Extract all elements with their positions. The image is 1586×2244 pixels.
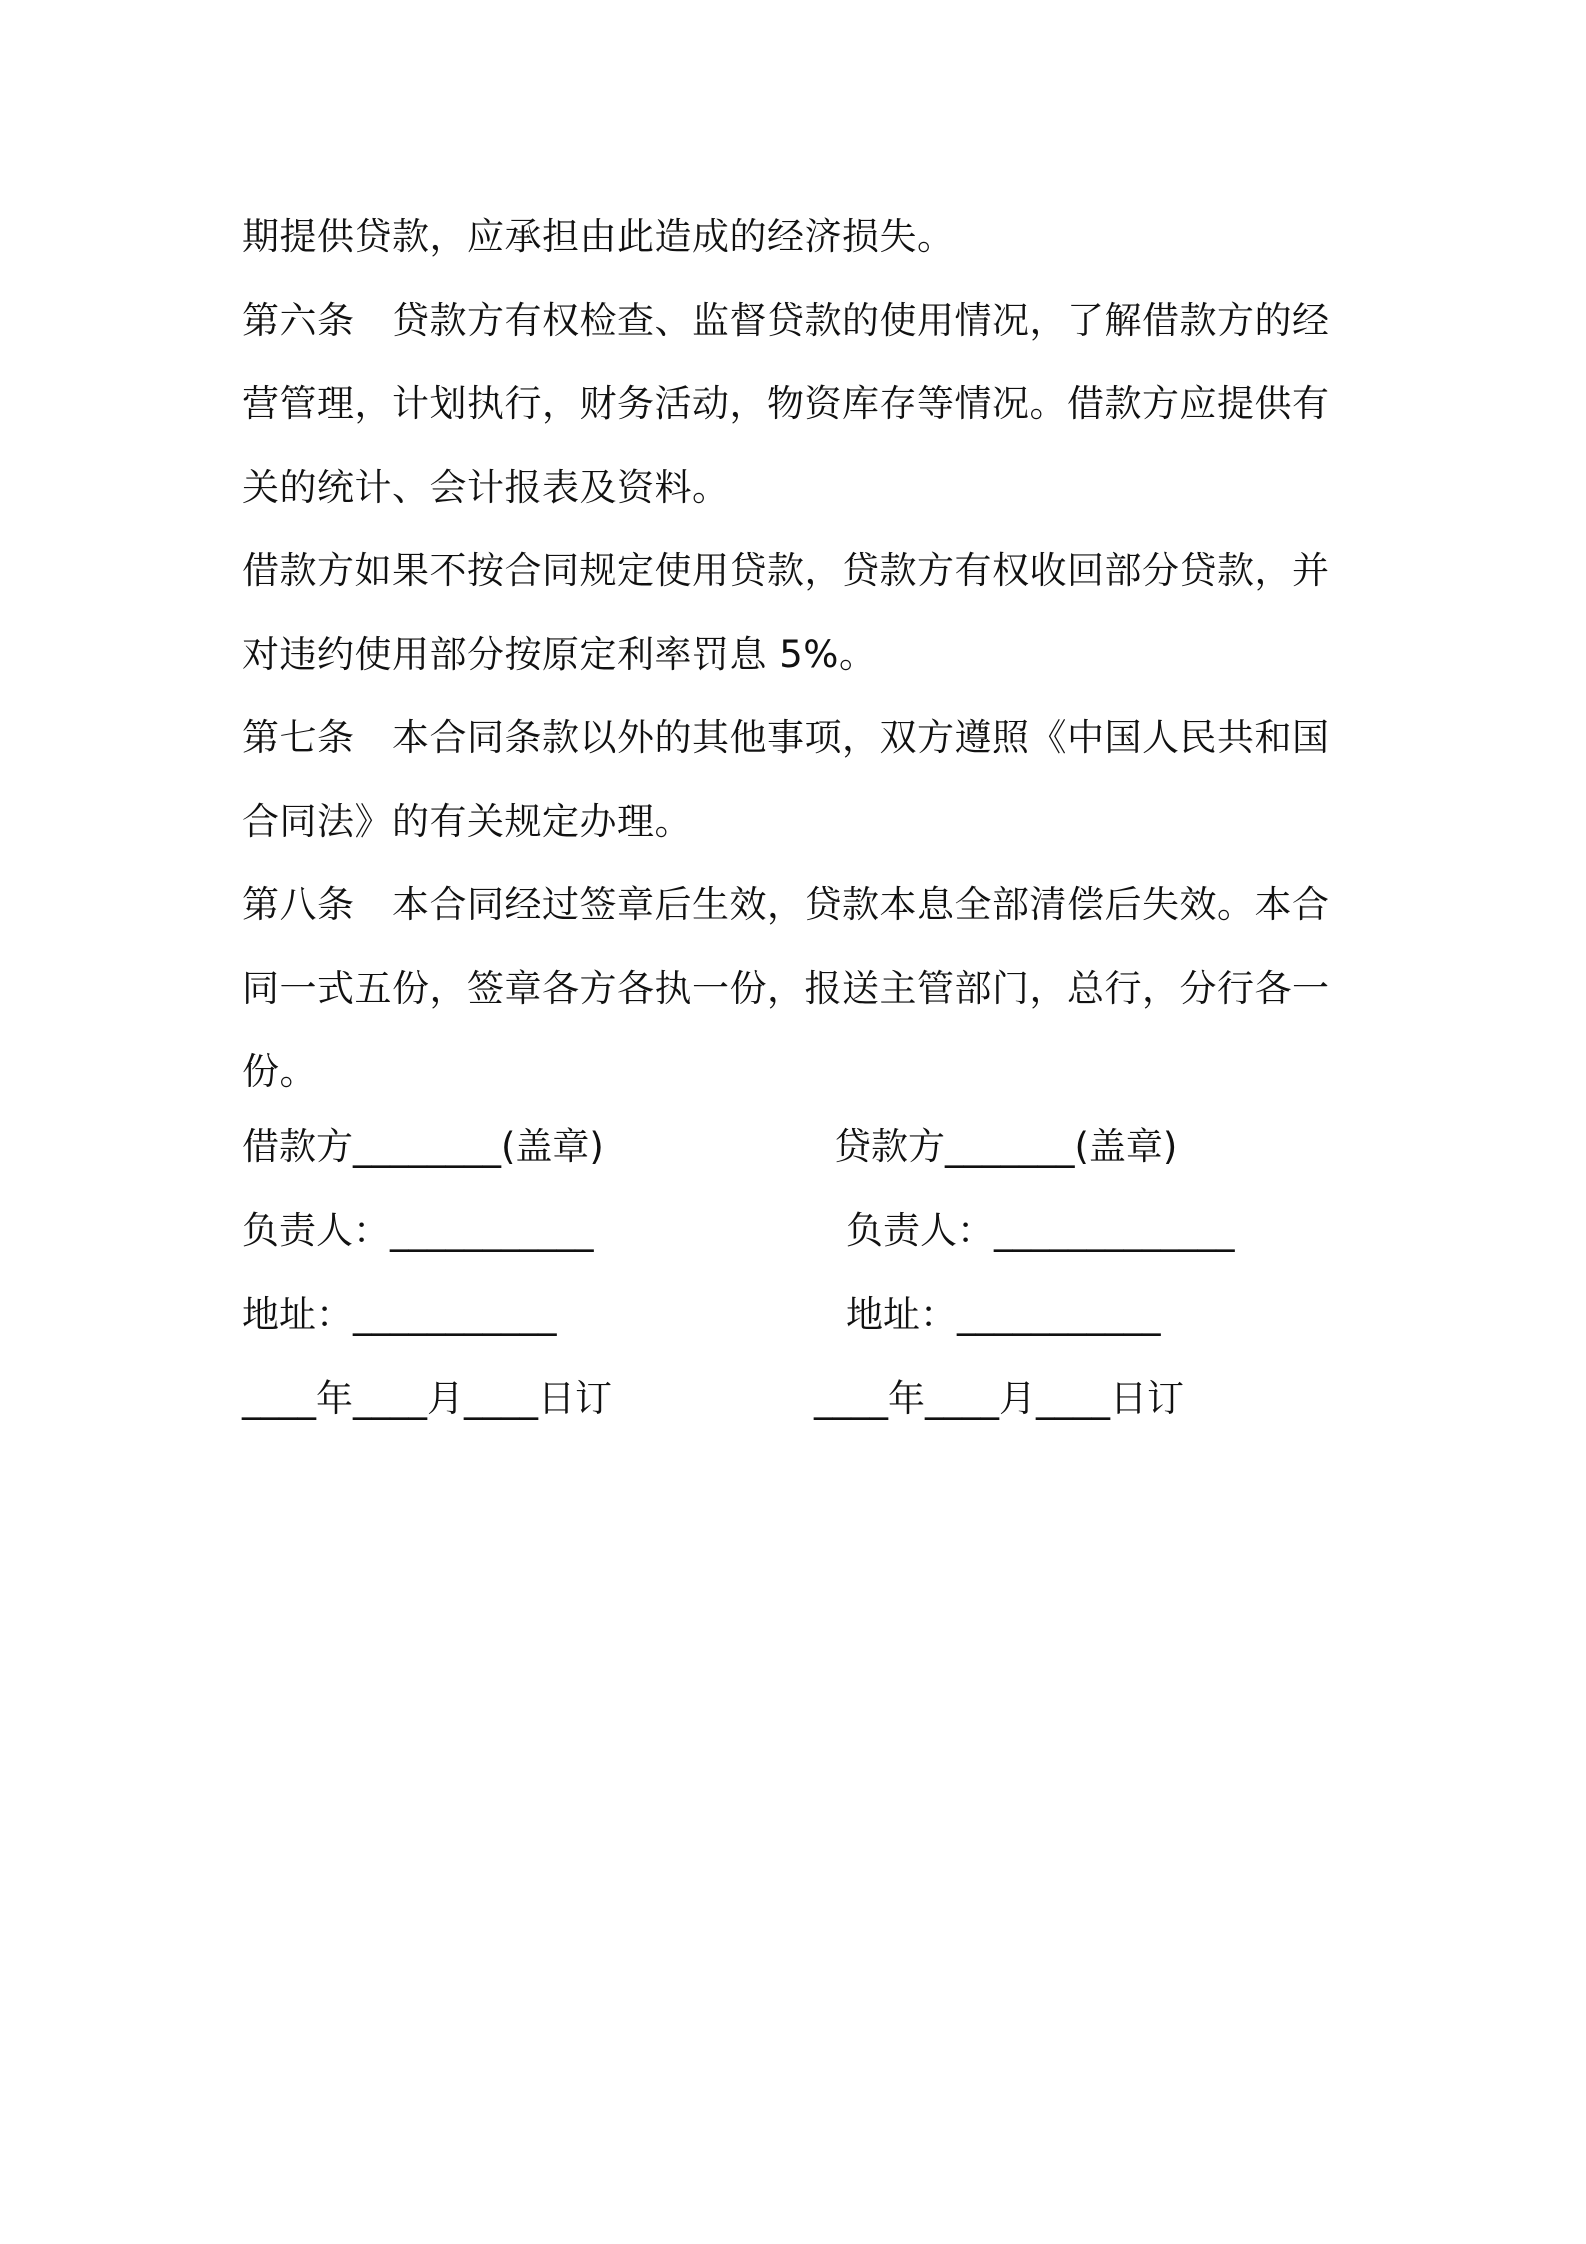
borrower-person-line: 负责人：___________ [242,1209,594,1252]
lender-address-line: 地址：___________ [846,1293,1161,1336]
paragraph-article-8: 第八条 本合同经过签章后生效，贷款本息全部清偿后失效。本合同一式五份，签章各方各执一份，报送主管部门，总行，分行各一份。 [242,883,1330,1093]
contract-body [242,195,1362,1114]
lender-party-line: 贷款方_______(盖章) [834,1125,1178,1168]
lender-date-line: ____年____月____日订 [814,1377,1184,1420]
borrower-party-line: 借款方________(盖章) [242,1125,604,1168]
paragraph-loss-clause: 期提供贷款，应承担由此造成的经济损失。 [242,215,955,258]
lender-person-line: 负责人：_____________ [846,1209,1235,1252]
paragraph-article-6: 第六条 贷款方有权检查、监督贷款的使用情况，了解借款方的经营管理，计划执行，财务活动，物资库存等情况。借款方应提供有关的统计、会计报表及资料。 [242,298,1330,509]
paragraph-misuse-penalty: 借款方如果不按合同规定使用贷款，贷款方有权收回部分贷款，并对违约使用部分按原定利率罚息 5%。 [242,549,1330,676]
borrower-address-line: 地址：___________ [242,1293,557,1336]
borrower-date-line: ____年____月____日订 [242,1377,612,1420]
paragraph-article-7: 第七条 本合同条款以外的其他事项，双方遵照《中国人民共和国合同法》的有关规定办理。 [242,716,1330,843]
